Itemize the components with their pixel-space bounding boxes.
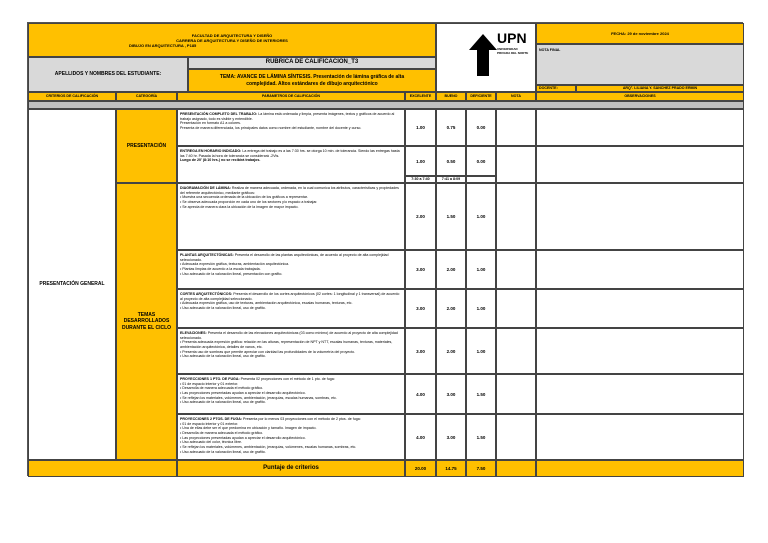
score-bueno [436, 146, 466, 176]
score-bueno [436, 289, 466, 328]
parameter-line: Realiza de manera adecuada, ordenada, en la cual comunica los atributos, características y propiedades del referente arquitectónico, mediante gráficos: [180, 186, 399, 195]
nota-input-cell[interactable] [496, 146, 536, 183]
rubric-title-cell [188, 57, 436, 69]
faculty-name: FACULTAD DE ARQUITECTURA Y DISEÑO [191, 32, 273, 38]
score-excelente-value: 3.00 [416, 348, 425, 354]
total-nota[interactable] [496, 460, 536, 477]
col-nota [496, 92, 536, 101]
score-excelente [405, 374, 436, 414]
nota-input-cell[interactable] [496, 289, 536, 328]
parameter-line: • Plantas limpias de acuerdo a la escala trabajada. [180, 267, 261, 272]
total-label: Puntaje de criterios [263, 464, 319, 471]
observaciones-cell[interactable] [536, 328, 744, 374]
nota-input-cell[interactable] [496, 328, 536, 374]
docente-name: ARQ°. LILIANA Y. SÁNCHEZ PRADO ERMIN [622, 86, 698, 91]
student-label: APELLIDOS Y NOMBRES DEL ESTUDIANTE: [54, 71, 162, 78]
score-excelente-value: 1.00 [416, 125, 425, 130]
score-excelente [405, 109, 436, 146]
nota-input-cell[interactable] [496, 250, 536, 289]
parameter-line: • Las proyecciones presentadas ayudan a apreciar el desarrollo arquitectónico. [180, 435, 306, 440]
score-bueno-value: 2.00 [446, 348, 456, 354]
upn-logo [436, 23, 536, 92]
score-excelente-value: 3.00 [416, 306, 425, 311]
observaciones-cell[interactable] [536, 374, 744, 414]
col-excelente-label: EXCELENTE [409, 94, 432, 99]
observaciones-cell[interactable] [536, 414, 744, 460]
score-bueno [436, 374, 466, 414]
parameter-cell [177, 250, 405, 289]
col-observaciones-label: OBSERVACIONES [624, 94, 656, 99]
logo-text: UPN [497, 30, 527, 46]
col-observaciones [536, 92, 744, 101]
col-bueno-label: BUENO [444, 94, 458, 99]
score-deficiente-value: 1.00 [476, 306, 486, 311]
parameter-cell [177, 146, 405, 183]
tema-line-2: complejidad. Altos estándares de dibujo arquitectónico [246, 80, 378, 87]
time-range-a [405, 176, 436, 183]
tema-cell [188, 69, 436, 92]
score-excelente-value: 1.00 [416, 158, 425, 164]
parameter-cell [177, 289, 405, 328]
col-excelente [405, 92, 436, 101]
category-temas [116, 183, 177, 460]
total-bueno-value: 14.75 [445, 466, 457, 471]
parameter-cell [177, 414, 405, 460]
score-deficiente [466, 328, 496, 374]
score-bueno-value: 3.00 [446, 434, 456, 440]
docente-label: DOCENTE: [539, 86, 558, 91]
docente-label-cell [536, 85, 576, 92]
score-deficiente-value: 0.00 [476, 158, 486, 164]
score-bueno-value: 3.00 [446, 391, 456, 397]
rubric-title: RUBRICA DE CALIFICACIÓN_T3 [265, 59, 359, 66]
total-excelente [405, 460, 436, 477]
score-bueno [436, 109, 466, 146]
nota-final-cell [536, 44, 744, 85]
parameter-line: La entrega del trabajo es a las 7:30 hrs. se otorga 10 min. de tolerancia. Siendo las entregas hasta las 7:40 hr. Pasada la hora de tolerancia se considerará -2Vts. [180, 149, 400, 158]
score-excelente [405, 183, 436, 250]
total-excelente-value: 20.00 [414, 466, 427, 471]
parameter-line: • 01 de espacio interior y 01 exterior. [180, 381, 239, 386]
col-bueno [436, 92, 466, 101]
parameter-line: • Uso adecuado de la valoración lineal, uso de grafito. [180, 306, 266, 311]
student-label-cell [28, 57, 188, 92]
observaciones-cell[interactable] [536, 146, 744, 183]
parameter-line: • Muestra una secuencia ordenada de la ubicación de los gráficos a representar. [180, 195, 308, 200]
time-range-b [436, 176, 466, 183]
parameter-line: • Se reflejan los materiales, volúmenes, ambientación, jerarquías, escalas humanas, sombras, etc. [180, 395, 337, 400]
tema-line-1: TEMA: AVANCE DE LÁMINA SÍNTESIS. Presentación de lámina gráfica de alta [219, 74, 405, 81]
parameter-line: Presenta de manera diferenciada, los principales datos como nombre del estudiante, nombre del docente y curso. [180, 126, 362, 131]
observaciones-cell[interactable] [536, 250, 744, 289]
parameter-title: PROYECCIONES 2 PTOS. DE FUGA: [180, 417, 243, 421]
total-deficiente [466, 460, 496, 477]
score-bueno-value: 0.75 [446, 125, 456, 130]
score-deficiente [466, 289, 496, 328]
parameter-line: • Adecuada expresión gráfica, texturas, ambientación arquitectónica. [180, 262, 290, 267]
parameter-title: ELEVACIONES: [180, 331, 207, 335]
score-excelente [405, 289, 436, 328]
col-deficiente-label: DEFICIENTE [470, 94, 492, 99]
score-excelente-value: 4.00 [416, 391, 425, 397]
time-range-b-label: 7:41 a 8:09 [441, 177, 461, 182]
category-temas-label: TEMAS DESARROLLADOS DURANTE EL CICLO [121, 312, 172, 331]
score-excelente [405, 328, 436, 374]
score-deficiente [466, 109, 496, 146]
parameter-line: • Uso adecuado de la valoración lineal, uso de grafito. [180, 449, 266, 454]
total-blank [28, 460, 177, 477]
col-parametros [177, 92, 405, 101]
parameter-line: • Uso adecuado de la valoración lineal, uso de grafito. [180, 354, 266, 359]
parameter-line: • Uso adecuado de la valoración lineal, presentación con grafito. [180, 271, 283, 276]
col-categoria [116, 92, 177, 101]
col-parametros-label: PARAMETROS DE CALIFICACIÓN [261, 94, 321, 99]
score-deficiente-value: 1.00 [476, 214, 486, 219]
score-excelente-value: 4.00 [416, 434, 425, 440]
parameter-cell [177, 183, 405, 250]
parameter-line: • Se observa adecuada proporción en cada uno de los sectores y/o espacio a trabajar. [180, 200, 318, 205]
total-deficiente-value: 7.50 [476, 466, 486, 471]
parameter-line: Presenta 02 proyecciones con el método de 1 pto. de fuga: [240, 377, 335, 381]
docente-name-cell [576, 85, 744, 92]
score-bueno-value: 1.50 [446, 214, 456, 219]
criterio-general-label: PRESENTACIÓN GENERAL [39, 281, 105, 288]
col-deficiente [466, 92, 496, 101]
parameter-line: • Uso adecuado de la valoración lineal, uso de grafito. [180, 400, 266, 405]
score-deficiente [466, 146, 496, 176]
parameter-line: • Una de ellas debe ser el que predomina en ubicación y tamaño. Imagen de impacto. [180, 426, 317, 431]
criterio-general-cell [28, 109, 116, 460]
score-excelente [405, 414, 436, 460]
parameter-title: CORTES ARQUITECTÓNICOS: [180, 292, 233, 296]
parameter-line: • Presenta adecuada expresión gráfica: relación en las alturas, representación de NPT y NTT, escalas humanas, texturas, materiales, ambientación arquitectónica, detalles de vanos, etc. [180, 340, 393, 350]
score-bueno-value: 0.50 [446, 158, 456, 164]
nota-final-label: NOTA FINAL [539, 48, 561, 52]
parameter-title: PROYECCIONES 1 PTO. DE FUGA: [180, 377, 240, 381]
faculty-header [28, 23, 436, 57]
nota-input-cell[interactable] [496, 414, 536, 460]
parameter-title: DIAGRAMACIÓN DE LÁMINA: [180, 186, 231, 190]
nota-input-cell[interactable] [496, 183, 536, 250]
course-line: DIBUJO EN ARQUITECTURA , P185 [129, 42, 197, 48]
nota-input-cell[interactable] [496, 109, 536, 146]
time-range-blank [466, 176, 496, 183]
score-deficiente-value: 1.00 [476, 267, 486, 272]
rubric-sheet [27, 22, 743, 476]
score-deficiente-value: 1.50 [476, 434, 486, 440]
logo-subtitle: UNIVERSIDAD PRIVADA DEL NORTE [497, 47, 529, 55]
score-deficiente-value: 1.00 [476, 348, 486, 354]
parameter-line: Presenta el desarrollo de los cortes arquitectónicos (02 cortes: 1 longitudinal y 1 transversal) de acuerdo al proyecto de alta complejidad seleccionado. [180, 292, 400, 301]
score-deficiente [466, 183, 496, 250]
col-criterios [28, 92, 116, 101]
score-excelente-value: 2.00 [416, 214, 425, 219]
parameter-line: • Se reflejan los materiales, volúmenes, ambientación, jerarquías, volúmenes, escalas humanas, sombras, etc. [180, 445, 357, 450]
parameter-line: • Presenta uso de sombras que permite apreciar con claridad las profundidades de la volumetría del proyecto. [180, 349, 356, 354]
parameter-line: • Desarrolla de manera adecuada el método gráfico. [180, 386, 264, 391]
observaciones-cell[interactable] [536, 183, 744, 250]
category-presentacion [116, 109, 177, 183]
observaciones-cell[interactable] [536, 289, 744, 328]
date-cell [536, 23, 744, 44]
time-range-a-label: 7:30 a 7:40 [411, 177, 430, 182]
score-bueno [436, 328, 466, 374]
score-bueno-value: 2.00 [446, 306, 456, 311]
parameter-line: • Desarrolla de manera adecuada el método gráfico. [180, 431, 264, 436]
career-name: CARRERA DE ARQUITECTURA Y DISEÑO DE INTERIORES [176, 37, 288, 43]
score-excelente-value: 3.00 [416, 267, 425, 272]
score-deficiente [466, 250, 496, 289]
score-bueno [436, 183, 466, 250]
parameter-line: • Adecuada expresión gráfica, uso de texturas, ambientación arquitectónica, escalas humanas, texturas, etc. [180, 301, 353, 306]
total-label-cell [177, 460, 405, 477]
score-excelente [405, 146, 436, 176]
parameter-title: PRESENTACIÓN COMPLETO DEL TRABAJO: [180, 112, 258, 116]
score-bueno [436, 414, 466, 460]
parameter-line: Presenta el desarrollo de las plantas arquitectónicas, de acuerdo al proyecto de alta complejidad seleccionado. [180, 253, 389, 262]
total-observaciones [536, 460, 744, 477]
score-deficiente-value: 0.00 [476, 125, 486, 130]
parameter-line: • 01 de espacio interior y 01 exterior. [180, 421, 239, 426]
total-bueno [436, 460, 466, 477]
date-label: FECHA: 29 de noviembre 2024 [611, 31, 669, 36]
score-bueno-value: 2.00 [446, 267, 456, 272]
score-deficiente-value: 1.50 [476, 391, 486, 397]
parameter-line: Presenta por lo menos 03 proyecciones con el método de 2 ptos. de fuga: [243, 417, 361, 421]
col-nota-label: NOTA [511, 94, 521, 99]
parameter-title: ENTREGA EN HORARIO INDICADO: [180, 149, 242, 153]
parameter-line: La lámina está ordenada y limpia, presenta imágenes, textos y gráficos de acuerdo al trabajo asignado, todo es visible y entendible. [180, 112, 395, 121]
separator-band [28, 101, 744, 109]
col-categoria-label: CATEGORÍA [135, 94, 158, 99]
nota-input-cell[interactable] [496, 374, 536, 414]
parameter-line: Presenta el desarrollo de las elevaciones arquitectónicas (03 como mínimo) de acuerdo al proyecto de alta complejidad seleccionado. [180, 331, 398, 340]
observaciones-cell[interactable] [536, 109, 744, 146]
parameter-line: Presentación en formato A1 a colores. [180, 121, 241, 126]
parameter-title: PLANTAS ARQUITECTÓNICAS: [180, 253, 234, 257]
parameter-cell [177, 109, 405, 146]
parameter-line: • Se aprecia de manera clara la ubicación de la imagen de mayor impacto. [180, 204, 299, 209]
parameter-line: • Uso adecuado del color, técnica libre. [180, 440, 242, 445]
score-deficiente [466, 374, 496, 414]
parameter-cell [177, 374, 405, 414]
score-bueno [436, 250, 466, 289]
parameter-line: Luego de 20' (8:10 hrs.) no se recibirá trabajos. [180, 158, 261, 163]
parameter-line: • Las proyecciones presentadas ayudan a apreciar el desarrollo arquitectónico. [180, 391, 306, 396]
category-presentacion-label: PRESENTACIÓN [126, 142, 167, 149]
parameter-cell [177, 328, 405, 374]
score-deficiente [466, 414, 496, 460]
col-criterios-label: CRITERIOS DE CALIFICACIÓN [45, 94, 99, 99]
score-excelente [405, 250, 436, 289]
